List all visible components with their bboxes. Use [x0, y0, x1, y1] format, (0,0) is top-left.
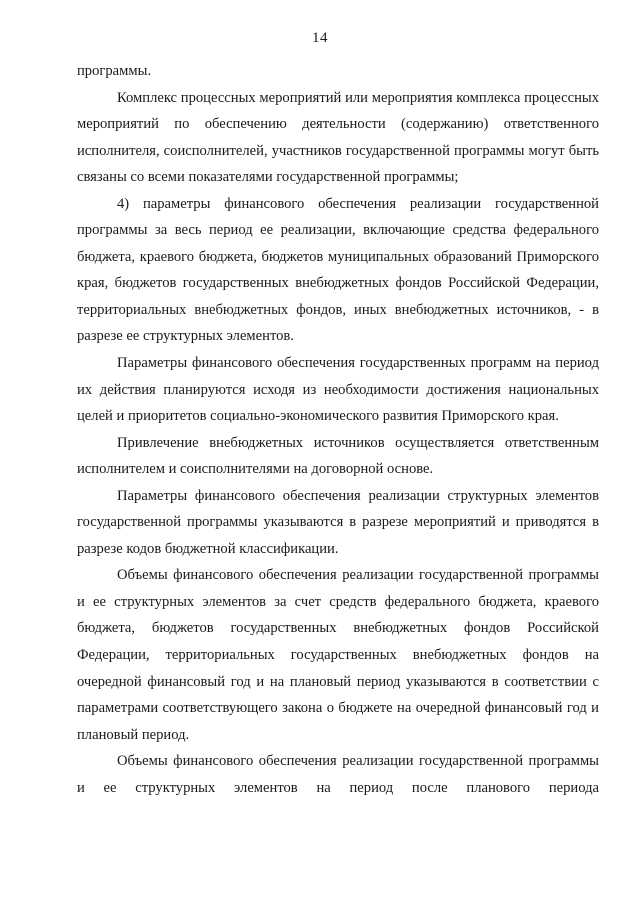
page-number: 14 [312, 30, 328, 46]
paragraph: Параметры финансового обеспечения государственных программ на период их действия планируются исходя из необходимости достижения национальных целей и приоритетов социально-экономического развития Приморского края. [77, 355, 599, 425]
paragraph: Привлечение внебюджетных источников осуществляется ответственным исполнителем и соисполнителями на договорной основе. [77, 434, 599, 478]
paragraph: Параметры финансового обеспечения реализации структурных элементов государственной программы указываются в разрезе мероприятий и приводятся в разрезе кодов бюджетной классификации. [77, 487, 599, 557]
paragraph: Объемы финансового обеспечения реализации государственной программы и ее структурных элементов на период после планового периода [77, 753, 599, 796]
paragraph: Комплекс процессных мероприятий или мероприятия комплекса процессных мероприятий по обеспечению деятельности (содержанию) ответственного исполнителя, соисполнителей, участников государственной программы могут быть связаны со всеми показателями государственной программы; [77, 89, 599, 186]
paragraph: программы. [77, 63, 152, 79]
document-body [77, 58, 599, 801]
paragraph: Объемы финансового обеспечения реализации государственной программы и ее структурных элементов за счет средств федерального бюджета, краевого бюджета, бюджетов государственных внебюджетных фондов Российской Федерации, территориальных государственных внебюджетных фондов на очередной финансовый год и на плановый период указываются в соответствии с параметрами соответствующего закона о бюджете на очередной финансовый год и плановый период. [77, 567, 599, 743]
paragraph: 4) параметры финансового обеспечения реализации государственной программы за весь период ее реализации, включающие средства федерального бюджета, краевого бюджета, бюджетов муниципальных образований Приморского края, бюджетов государственных внебюджетных фондов Российской Федерации, территориальных внебюджетных фондов, иных внебюджетных источников, - в разрезе ее структурных элементов. [77, 195, 599, 345]
